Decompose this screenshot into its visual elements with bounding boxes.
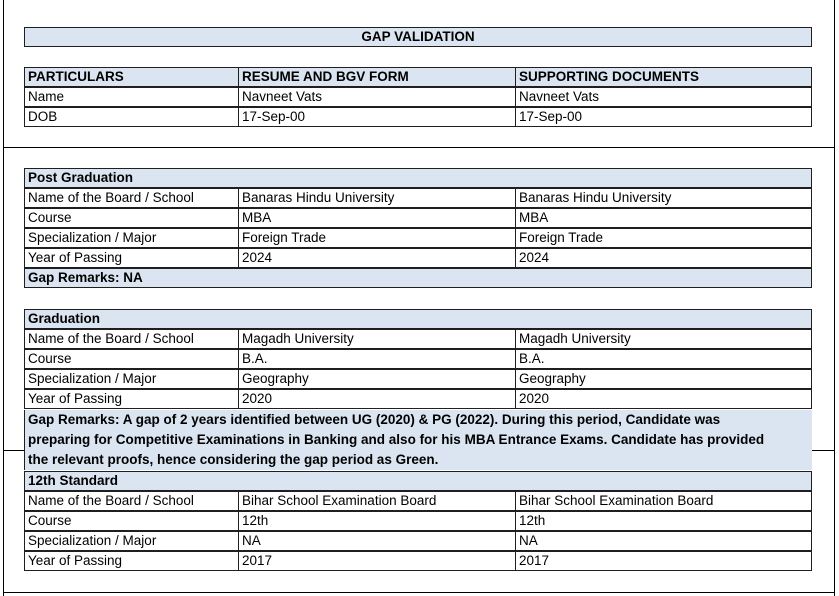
supporting-value: 2017 — [515, 551, 812, 571]
table-row — [24, 329, 812, 349]
row-label: Name — [24, 87, 239, 107]
row-label: Specialization / Major — [24, 228, 239, 248]
resume-value: 12th — [238, 511, 516, 531]
row-label: Name of the Board / School — [24, 188, 239, 208]
row-label: Year of Passing — [24, 248, 239, 268]
table-row — [24, 349, 812, 369]
table-row — [24, 107, 812, 127]
table-row — [24, 491, 812, 511]
gap-remarks-line: preparing for Competitive Examinations in Banking and also for his MBA Entrance Exams. Candidate has provided — [28, 432, 765, 447]
supporting-value: 2024 — [515, 248, 812, 268]
twelfth-standard-table — [24, 471, 812, 571]
post-graduation-table — [24, 168, 812, 288]
header-particulars: PARTICULARS — [24, 67, 239, 87]
row-label: Course — [24, 349, 239, 369]
resume-value: 2017 — [238, 551, 516, 571]
resume-value: 2024 — [238, 248, 516, 268]
supporting-value: Banaras Hindu University — [515, 188, 812, 208]
row-label: Specialization / Major — [24, 531, 239, 551]
table-row — [24, 87, 812, 107]
gap-remarks: Gap Remarks: NA — [24, 268, 812, 288]
resume-value: 17-Sep-00 — [238, 107, 516, 127]
graduation-table — [24, 309, 812, 409]
table-row — [24, 208, 812, 228]
resume-value: MBA — [238, 208, 516, 228]
table-row — [24, 551, 812, 571]
resume-value: Bihar School Examination Board — [238, 491, 516, 511]
gap-remarks-line: the relevant proofs, hence considering the gap period as Green. — [28, 452, 439, 467]
header-supporting: SUPPORTING DOCUMENTS — [515, 67, 812, 87]
gap-remarks — [24, 410, 812, 470]
supporting-value: 12th — [515, 511, 812, 531]
supporting-value: MBA — [515, 208, 812, 228]
section-heading: Post Graduation — [24, 168, 812, 188]
table-row — [24, 228, 812, 248]
supporting-value: 17-Sep-00 — [515, 107, 812, 127]
row-label: Year of Passing — [24, 551, 239, 571]
resume-value: Banaras Hindu University — [238, 188, 516, 208]
table-row — [24, 369, 812, 389]
resume-value: 2020 — [238, 389, 516, 409]
gap-remarks-line: Gap Remarks: A gap of 2 years identified between UG (2020) & PG (2022). During this period, Candidate was — [28, 412, 721, 427]
row-label: DOB — [24, 107, 239, 127]
supporting-value: B.A. — [515, 349, 812, 369]
page-title: GAP VALIDATION — [24, 27, 812, 47]
resume-value: NA — [238, 531, 516, 551]
row-label: Name of the Board / School — [24, 491, 239, 511]
supporting-value: Magadh University — [515, 329, 812, 349]
resume-value: Magadh University — [238, 329, 516, 349]
table-row — [24, 248, 812, 268]
row-label: Year of Passing — [24, 389, 239, 409]
row-label: Name of the Board / School — [24, 329, 239, 349]
supporting-value: 2020 — [515, 389, 812, 409]
table-row — [24, 188, 812, 208]
resume-value: Foreign Trade — [238, 228, 516, 248]
title-block — [24, 27, 812, 47]
resume-value: B.A. — [238, 349, 516, 369]
supporting-value: Geography — [515, 369, 812, 389]
section-heading: Graduation — [24, 309, 812, 329]
supporting-value: Foreign Trade — [515, 228, 812, 248]
header-resume: RESUME AND BGV FORM — [238, 67, 516, 87]
row-label: Course — [24, 511, 239, 531]
header-row — [24, 67, 812, 87]
resume-value: Geography — [238, 369, 516, 389]
row-label: Course — [24, 208, 239, 228]
section-heading: 12th Standard — [24, 471, 812, 491]
personal-table — [24, 67, 812, 127]
supporting-value: Bihar School Examination Board — [515, 491, 812, 511]
resume-value: Navneet Vats — [238, 87, 516, 107]
table-row — [24, 389, 812, 409]
supporting-value: Navneet Vats — [515, 87, 812, 107]
row-label: Specialization / Major — [24, 369, 239, 389]
supporting-value: NA — [515, 531, 812, 551]
table-row — [24, 511, 812, 531]
page-divider-3 — [3, 592, 835, 593]
table-row — [24, 531, 812, 551]
